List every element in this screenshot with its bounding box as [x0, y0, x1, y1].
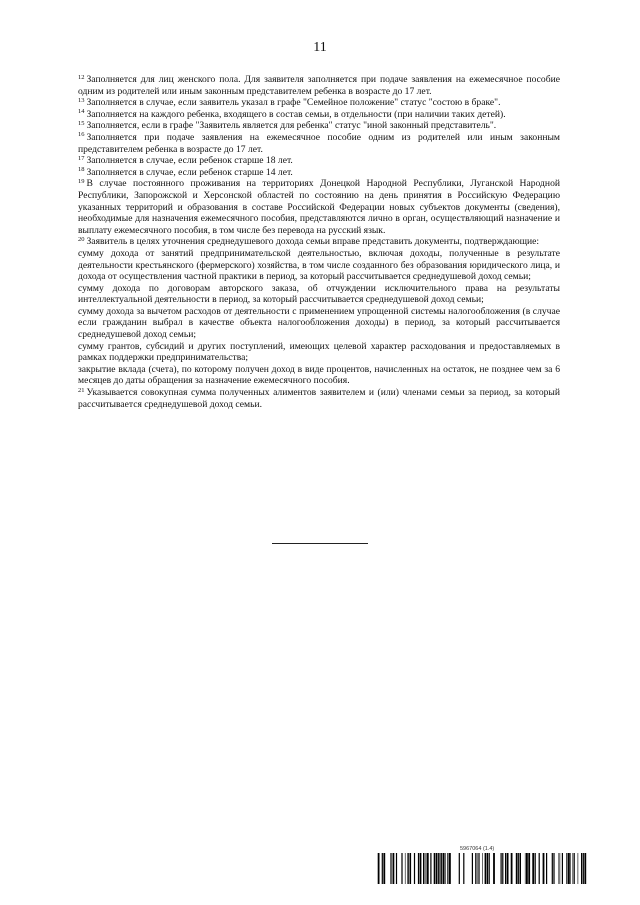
footnote-text: сумму дохода по договорам авторского заказа, об отчуждении исключительного права на результаты интеллектуальной деятельности в период, за который рассчитывается среднедушевой доход семьи; [78, 282, 560, 306]
footnote-number: 13 [78, 96, 85, 104]
footnote-text: Заполняется на каждого ребенка, входящего в состав семьи, в отдельности (при наличии таких детей). [86, 108, 506, 120]
footnote-16 [78, 132, 560, 155]
footnote-13 [78, 97, 560, 109]
footnote-text: Заполняется, если в графе "Заявитель является для ребенка" статус "иной законный представитель". [86, 120, 497, 132]
footnote-end-divider [272, 543, 368, 544]
footnote-number: 19 [78, 177, 85, 185]
barcode-image [376, 853, 588, 884]
footnote-number: 12 [78, 73, 85, 81]
footnote-number: 18 [78, 166, 85, 174]
footnote-12 [78, 74, 560, 97]
footnote-text: В случае постоянного проживания на территориях Донецкой Народной Республики, Луганской Народной Республики, Запорожской и Херсонской областей по состоянию на день принятия в Российскую Федерацию указанных территорий и образования в составе Российской Федерации новых субъектов документы (сведения), необходимые для назначения ежемесячного пособия, представляются лично в орган, осуществляющий назначение и выплату ежемесячного пособия, в том числе без перевода на русский язык. [78, 178, 560, 236]
footnote-text: Заявитель в целях уточнения среднедушевого дохода семьи вправе представить документы, подтверждающие: [86, 236, 540, 248]
footnote-text: Заполняется в случае, если ребенок старше 18 лет. [86, 155, 293, 167]
page-number: 11 [313, 40, 327, 55]
footnote-number: 14 [78, 108, 85, 116]
footnote-14 [78, 109, 560, 121]
footnote-text: сумму грантов, субсидий и других поступлений, имеющих целевой характер расходования и предоставляемых в рамках поддержки предпринимательства; [78, 340, 560, 364]
footnote-text: Заполняется для лиц женского пола. Для заявителя заполняется при подаче заявления на ежемесячное пособие одним из родителей или иным законным представителем ребенка в возрасте до 17 лет. [78, 74, 560, 97]
footnote-number: 20 [78, 235, 85, 243]
footnote-text: Указывается совокупная сумма полученных алиментов заявителем и (или) членами семьи за период, за который рассчитывается среднедушевой доход семьи. [78, 387, 560, 410]
footnote-text: закрытие вклада (счета), по которому получен доход в виде процентов, начисленных на остаток, не позднее чем за 6 месяцев до даты обращения за назначение ежемесячного пособия. [78, 363, 560, 387]
footnote-text: Заполняется в случае, если заявитель указал в графе "Семейное положение" статус "состою в браке". [86, 97, 501, 109]
footnote-20 [78, 236, 560, 387]
footnote-text: сумму дохода за вычетом расходов от деятельности с применением упрощенной системы налогообложения (в случае если гражданин выбрал в качестве объекта налогообложения доходы) в период, за который рассчитывается среднедушевой доход семьи; [78, 305, 560, 341]
footnote-18 [78, 167, 560, 179]
footnote-text: Заполняется при подаче заявления на ежемесячное пособие одним из родителей или иным законным представителем ребенка в возрасте до 17 лет. [78, 131, 560, 155]
footnote-15 [78, 120, 560, 132]
footnote-text: сумму дохода от занятий предпринимательской деятельностью, включая доходы, полученные в результате деятельности крестьянского (фермерского) хозяйства, в том числе созданного без образования юридического лица, и дохода от осуществления частной практики в период, за который рассчитывается среднедушевой доход семьи; [78, 247, 560, 283]
document-code: 5967064 (1.4) [460, 846, 495, 852]
footnote-number: 15 [78, 119, 85, 127]
footnote-17 [78, 155, 560, 167]
footnote-number: 21 [78, 386, 85, 394]
footnote-19 [78, 178, 560, 236]
footnote-number: 17 [78, 154, 85, 162]
footnote-number: 16 [78, 131, 85, 139]
footnote-text: Заполняется в случае, если ребенок старше 14 лет. [86, 166, 293, 178]
footnotes-block [78, 74, 560, 410]
footnote-21 [78, 387, 560, 410]
